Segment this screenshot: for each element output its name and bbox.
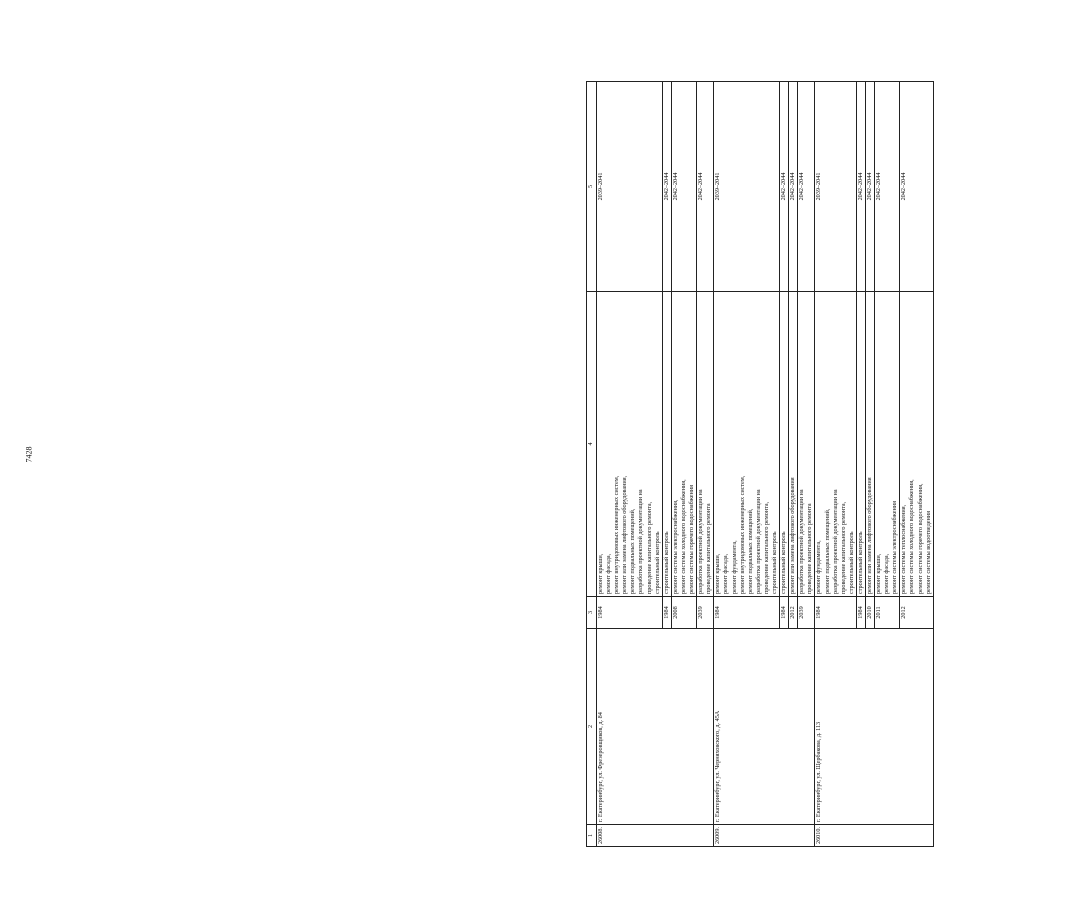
work-item: проведение капитального ремонта, (839, 501, 847, 594)
work-item: ремонт фундамента, (730, 540, 738, 594)
period-cell: 2039–2041 (714, 82, 780, 292)
works-cell (815, 292, 856, 597)
work-item: ремонт крыши, (875, 553, 883, 594)
year-cell: 1984 (714, 597, 780, 629)
work-item: строительный контроль (847, 531, 855, 594)
works-cell (671, 292, 696, 597)
work-item: ремонт подвальных помещений, (629, 508, 637, 594)
works-cell (714, 292, 780, 597)
work-item: ремонт системы холодного водоснабжения, (679, 479, 687, 594)
work-item: проведение капитального ремонта, (762, 501, 770, 594)
works-cell (789, 292, 798, 597)
year-cell: 2039 (798, 597, 815, 629)
building-number: 26009. (714, 825, 815, 847)
period-cell: 2039–2041 (597, 82, 663, 292)
building-address: г. Екатеринбург, ул. Черняховского, д. 45А (714, 629, 815, 825)
column-header: 4 (587, 292, 597, 597)
repair-schedule-table (586, 81, 934, 847)
work-item: ремонт подвальных помещений, (823, 508, 831, 594)
header-row (587, 82, 597, 847)
work-item: строительный контроль (770, 531, 778, 594)
building-number: 26008. (597, 825, 714, 847)
period-cell: 2042–2044 (662, 82, 671, 292)
work-item: строительный контроль (653, 531, 661, 594)
year-cell: 2010 (866, 597, 875, 629)
building-number: 26010. (815, 825, 933, 847)
work-item: ремонт фасада, (883, 553, 891, 594)
period-cell: 2042–2044 (856, 82, 865, 292)
period-cell: 2042–2044 (671, 82, 696, 292)
work-item: ремонт системы теплоснабжения, (900, 504, 908, 594)
work-item: ремонт фасада, (605, 553, 613, 594)
work-item: проведение капитального ремонта, (645, 501, 653, 594)
year-cell: 2008 (671, 597, 696, 629)
period-cell: 2042–2044 (900, 82, 933, 292)
work-item: ремонт системы электроснабжения, (671, 499, 679, 594)
table-body (597, 82, 934, 847)
work-item: разработка проектной документации на (697, 489, 705, 594)
year-cell: 1984 (780, 597, 789, 629)
work-item: ремонт внутридомовых инженерных систем, (613, 475, 621, 594)
year-cell: 2039 (697, 597, 714, 629)
work-item: проведение капитального ремонта (806, 503, 814, 594)
works-cell (856, 292, 865, 597)
period-cell: 2042–2044 (798, 82, 815, 292)
period-cell: 2042–2044 (875, 82, 900, 292)
column-header: 2 (587, 629, 597, 825)
work-item: ремонт подвальных помещений, (746, 508, 754, 594)
work-item: разработка проектной документации на (637, 489, 645, 594)
period-cell: 2042–2044 (780, 82, 789, 292)
work-item: ремонт или замена лифтового оборудования (789, 477, 797, 594)
works-cell (697, 292, 714, 597)
work-item: ремонт системы горячего водоснабжения (688, 485, 696, 594)
table-row (815, 82, 856, 847)
table-row (714, 82, 780, 847)
work-item: разработка проектной документации на (754, 489, 762, 594)
works-cell (597, 292, 663, 597)
column-header: 1 (587, 825, 597, 847)
works-cell (662, 292, 671, 597)
work-item: ремонт или замена лифтового оборудования, (621, 475, 629, 594)
works-cell (866, 292, 875, 597)
work-item: ремонт системы горячего водоснабжения, (916, 483, 924, 594)
works-cell (780, 292, 789, 597)
work-item: ремонт крыши, (714, 553, 722, 594)
work-item: ремонт фундамента, (815, 540, 823, 594)
column-header: 5 (587, 82, 597, 292)
building-address: г. Екатеринбург, ул. Фрезеровщиков, д. 84 (597, 629, 714, 825)
page-number: 7428 (24, 446, 34, 462)
period-cell: 2042–2044 (789, 82, 798, 292)
work-item: ремонт внутридомовых инженерных систем, (738, 475, 746, 594)
work-item: ремонт системы холодного водоснабжения, (908, 479, 916, 594)
work-item: ремонт фасада, (722, 553, 730, 594)
work-item: строительный контроль (780, 531, 788, 594)
work-item: ремонт системы водоотведения (924, 511, 932, 594)
work-item: разработка проектной документации на (831, 489, 839, 594)
rotated-table-container (586, 82, 1088, 847)
work-item: строительный контроль (662, 531, 670, 594)
work-item: ремонт или замена лифтового оборудования (866, 477, 873, 594)
year-cell: 1984 (856, 597, 865, 629)
column-header: 3 (587, 597, 597, 629)
year-cell: 1984 (815, 597, 856, 629)
period-cell: 2042–2044 (697, 82, 714, 292)
building-address: г. Екатеринбург, ул. Щербакова, д. 113 (815, 629, 933, 825)
work-item: проведение капитального ремонта (705, 503, 713, 594)
year-cell: 1984 (662, 597, 671, 629)
work-item: ремонт крыши, (597, 553, 604, 594)
works-cell (798, 292, 815, 597)
year-cell: 2012 (900, 597, 933, 629)
table-row (597, 82, 663, 847)
year-cell: 2012 (789, 597, 798, 629)
works-cell (900, 292, 933, 597)
work-item: разработка проектной документации на (798, 489, 806, 594)
works-cell (875, 292, 900, 597)
period-cell: 2042–2044 (866, 82, 875, 292)
year-cell: 1984 (597, 597, 663, 629)
year-cell: 2011 (875, 597, 900, 629)
work-item: ремонт системы электроснабжения (891, 501, 899, 594)
period-cell: 2039–2041 (815, 82, 856, 292)
work-item: строительный контроль (856, 531, 864, 594)
